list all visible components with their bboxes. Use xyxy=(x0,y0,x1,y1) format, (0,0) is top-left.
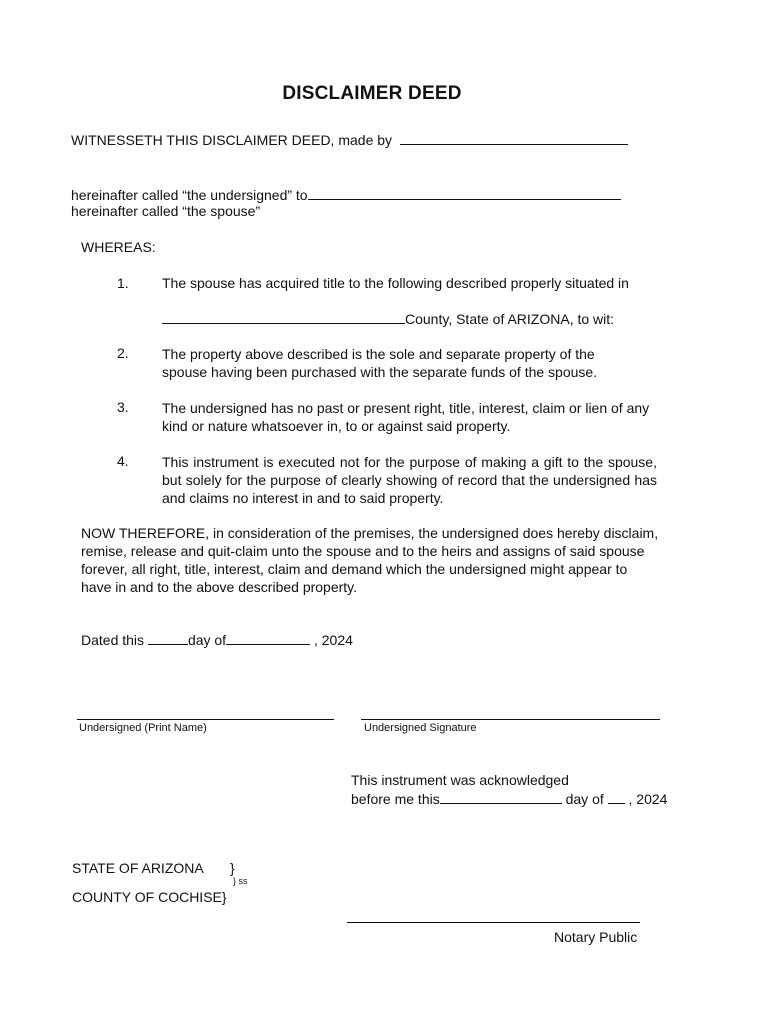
print-name-line[interactable] xyxy=(77,719,334,720)
county-line xyxy=(162,310,614,327)
ack-month-field[interactable] xyxy=(608,790,625,804)
to-field[interactable] xyxy=(308,186,621,200)
ack-day-field[interactable] xyxy=(440,790,562,804)
ack-prefix: before me this xyxy=(351,791,440,807)
hereinafter-undersigned-line xyxy=(71,186,621,203)
dated-prefix: Dated this xyxy=(81,632,145,648)
state-brace: } xyxy=(230,860,235,876)
item-number: 1. xyxy=(117,275,129,291)
signature-line[interactable] xyxy=(361,719,660,720)
dated-year: , 2024 xyxy=(313,632,353,648)
ss-mark: } ss xyxy=(233,876,248,886)
ack-year: , 2024 xyxy=(628,791,668,807)
county-label: COUNTY OF COCHISE} xyxy=(72,889,227,905)
signature-label: Undersigned Signature xyxy=(364,722,477,734)
hereinafter-spouse-text: hereinafter called “the spouse” xyxy=(71,203,261,219)
item-number: 3. xyxy=(117,399,129,415)
made-by-field[interactable] xyxy=(400,131,628,145)
dated-mid: day of xyxy=(187,632,227,648)
print-name-label: Undersigned (Print Name) xyxy=(79,722,207,734)
item-number: 2. xyxy=(117,345,129,361)
notary-public-label: Notary Public xyxy=(554,929,638,945)
ack-mid: day of xyxy=(565,791,604,807)
dated-line xyxy=(81,631,353,648)
county-field[interactable] xyxy=(162,310,405,324)
dated-day-field[interactable] xyxy=(148,631,188,645)
notary-signature-line[interactable] xyxy=(347,922,640,923)
witness-line xyxy=(71,131,628,148)
ack-line-1: This instrument was acknowledged xyxy=(351,772,569,788)
item-text: The property above described is the sole and separate property of the spouse having been purchased with the separate funds of the spouse. xyxy=(162,346,598,380)
whereas-heading: WHEREAS: xyxy=(81,239,156,255)
item-number: 4. xyxy=(117,453,129,469)
ack-line-2 xyxy=(351,790,667,807)
now-therefore-paragraph: NOW THEREFORE, in consideration of the premises, the undersigned does hereby disclaim, remise, release and quit-claim unto the spouse and to the heirs and assigns of said spouse forever, all right, title, interest, claim and demand which the undersigned might appear to have in and to the above described property. xyxy=(81,525,659,595)
witness-text: WITNESSETH THIS DISCLAIMER DEED, made by xyxy=(71,132,393,148)
item-text: The undersigned has no past or present right, title, interest, claim or lien of any kind or nature whatsoever in, to or against said property. xyxy=(162,400,650,434)
county-text: County, State of ARIZONA, to wit: xyxy=(405,311,615,327)
hereinafter-undersigned-text: hereinafter called “the undersigned” to xyxy=(71,187,308,203)
item-text: The spouse has acquired title to the following described properly situated in xyxy=(162,275,629,291)
page-title: DISCLAIMER DEED xyxy=(282,83,462,104)
dated-month-field[interactable] xyxy=(226,631,310,645)
item-text: This instrument is executed not for the purpose of making a gift to the spouse, but solely for the purpose of clearly showing of record that the undersigned has and claims no interest in and to said property. xyxy=(162,454,657,506)
state-label: STATE OF ARIZONA xyxy=(72,860,204,876)
